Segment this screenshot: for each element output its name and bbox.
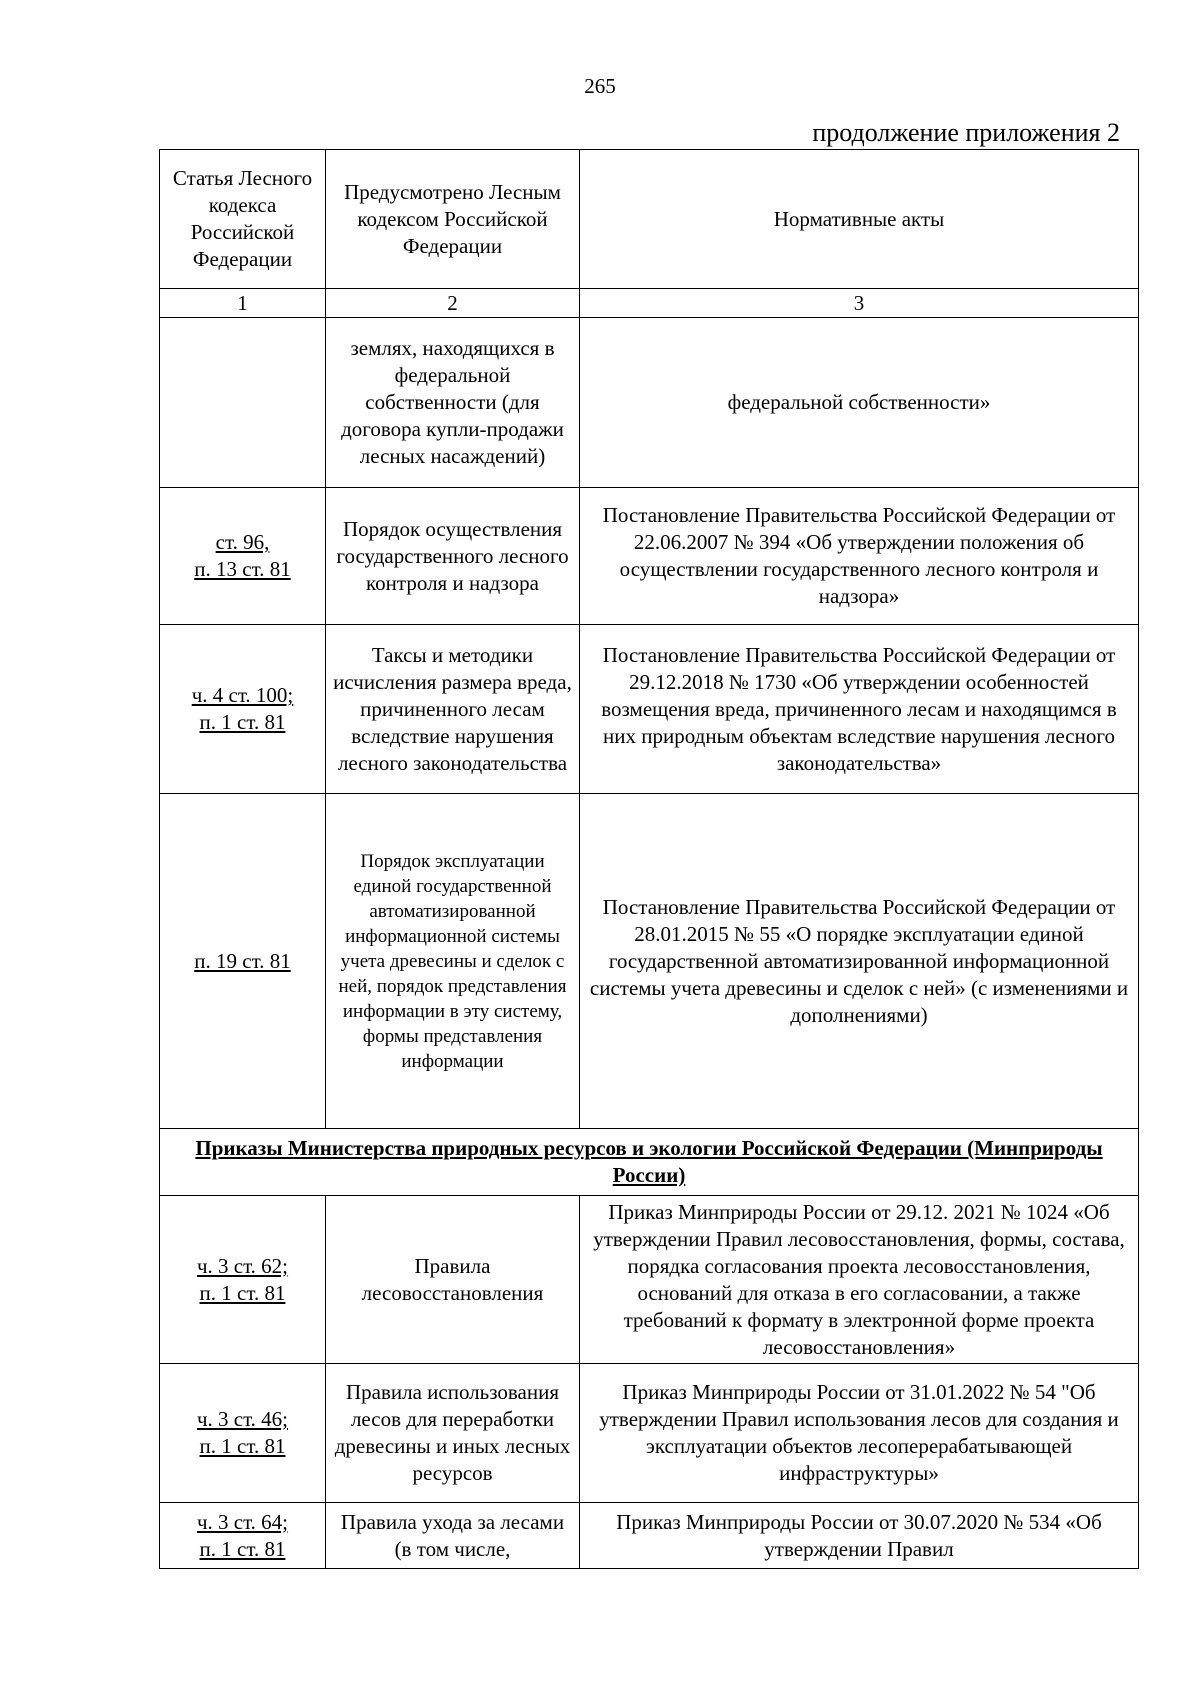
column-number-row — [160, 289, 1139, 318]
article-link[interactable]: ст. 96, — [215, 530, 270, 554]
act-cell: Приказ Минприроды России от 31.01.2022 № 54 "Об утверждении Правил использования лесов для создания и эксплуатации объектов лесоперерабатывающей инфраструктуры» — [580, 1364, 1139, 1503]
article-link[interactable]: п. 13 ст. 81 — [194, 557, 291, 581]
table-row — [160, 318, 1139, 488]
article-link[interactable]: п. 1 ст. 81 — [199, 710, 286, 734]
table-row — [160, 1364, 1139, 1503]
article-link[interactable]: ч. 3 ст. 62; — [196, 1253, 289, 1278]
article-cell — [160, 1364, 326, 1503]
act-cell: Постановление Правительства Российской Федерации от 29.12.2018 № 1730 «Об утверждении особенностей возмещения вреда, причиненного лесам и находящимся в них природным объектам вследствие нарушения лесного законодательства» — [580, 625, 1139, 794]
article-link[interactable]: ч. 3 ст. 64; — [196, 1509, 289, 1534]
article-link[interactable]: п. 1 ст. 81 — [199, 1536, 286, 1561]
continuation-label: продолжение приложения 2 — [812, 118, 1120, 147]
article-cell — [160, 625, 326, 794]
article-link[interactable]: п. 1 ст. 81 — [199, 1280, 286, 1305]
provision-cell: Правила лесовосстановления — [326, 1196, 580, 1364]
act-cell: Постановление Правительства Российской Федерации от 22.06.2007 № 394 «Об утверждении положения об осуществлении государственного лесного контроля и надзора» — [580, 488, 1139, 625]
column-number: 3 — [580, 289, 1139, 318]
provision-cell: Правила ухода за лесами (в том числе, — [326, 1503, 580, 1569]
article-link[interactable]: ч. 4 ст. 100; — [191, 683, 294, 707]
provision-cell: Порядок эксплуатации единой государственной автоматизированной информационной системы учета древесины и сделок с ней, порядок представления информации в эту систему, формы представления информации — [326, 794, 580, 1129]
provision-cell: Правила использования лесов для переработки древесины и иных лесных ресурсов — [326, 1364, 580, 1503]
article-cell — [160, 1196, 326, 1364]
act-cell: федеральной собственности» — [580, 318, 1139, 488]
act-cell: Приказ Минприроды России от 30.07.2020 № 534 «Об утверждении Правил — [580, 1503, 1139, 1569]
article-link[interactable]: ч. 3 ст. 46; — [196, 1407, 289, 1431]
header-row — [160, 150, 1139, 289]
article-link[interactable]: п. 19 ст. 81 — [194, 948, 291, 973]
column-number: 2 — [326, 289, 580, 318]
normative-acts-table — [159, 149, 1139, 1569]
table-row — [160, 488, 1139, 625]
article-cell — [160, 1503, 326, 1569]
article-link[interactable]: п. 1 ст. 81 — [199, 1434, 286, 1458]
header-acts: Нормативные акты — [580, 150, 1139, 289]
header-article: Статья Лесного кодекса Российской Федерации — [160, 150, 326, 289]
column-number: 1 — [160, 289, 326, 318]
provision-cell: Порядок осуществления государственного лесного контроля и надзора — [326, 488, 580, 625]
provision-cell: землях, находящихся в федеральной собственности (для договора купли-продажи лесных насаждений) — [326, 318, 580, 488]
article-cell — [160, 318, 326, 488]
provision-cell: Таксы и методики исчисления размера вреда, причиненного лесам вследствие нарушения лесного законодательства — [326, 625, 580, 794]
section-header-row — [160, 1129, 1139, 1196]
table-row — [160, 1196, 1139, 1364]
header-provision: Предусмотрено Лесным кодексом Российской Федерации — [326, 150, 580, 289]
section-title: Приказы Министерства природных ресурсов и экологии Российской Федерации (Минприроды России) — [160, 1129, 1139, 1196]
act-cell: Постановление Правительства Российской Федерации от 28.01.2015 № 55 «О порядке эксплуатации единой государственной автоматизированной информационной системы учета древесины и сделок с ней» (с изменениями и дополнениями) — [580, 794, 1139, 1129]
act-cell: Приказ Минприроды России от 29.12. 2021 № 1024 «Об утверждении Правил лесовосстановления, формы, состава, порядка согласования проекта лесовосстановления, оснований для отказа в его согласовании, а также требований к формату в электронной форме проекта лесовосстановления» — [580, 1196, 1139, 1364]
table-row — [160, 1503, 1139, 1569]
article-cell — [160, 794, 326, 1129]
table-row — [160, 794, 1139, 1129]
page-number: 265 — [584, 74, 616, 98]
article-cell — [160, 488, 326, 625]
table-row — [160, 625, 1139, 794]
